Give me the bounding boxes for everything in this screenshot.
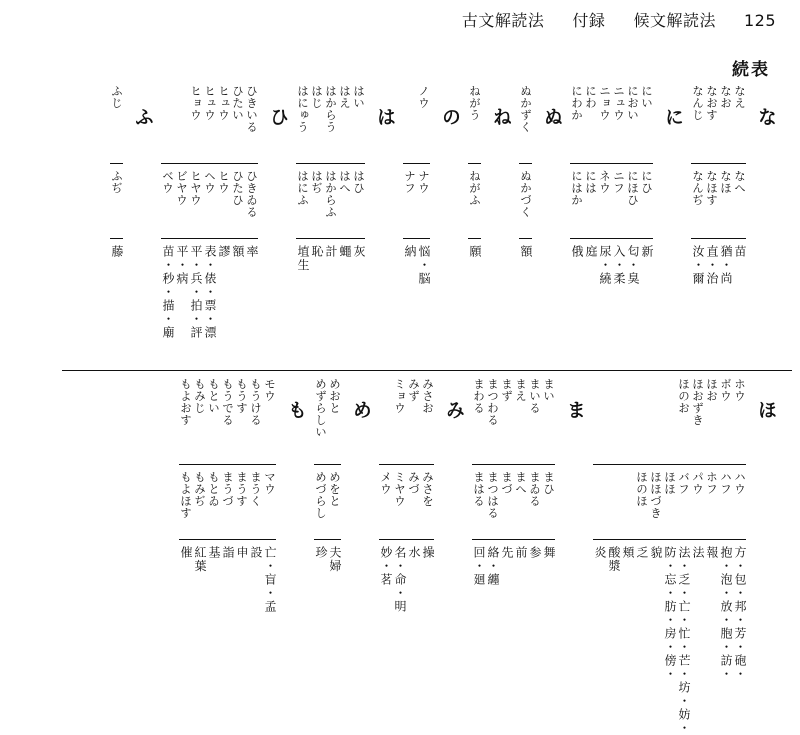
rule-line (691, 163, 746, 164)
historical-spelling-entry: まづ (500, 471, 514, 495)
kanji-example-band (161, 245, 258, 363)
kanji-example-entry: 庭 (584, 245, 598, 259)
modern-reading-entry: にわか (570, 85, 584, 121)
modern-reading-entry: もうでる (221, 378, 235, 426)
appendix-label: 付録 (572, 11, 606, 30)
book-title: 古文解読法 (461, 11, 545, 30)
kanji-example-band (379, 546, 434, 688)
kanji-example-entry: 設 (249, 546, 263, 560)
rule-line (468, 163, 481, 164)
rule-line (472, 539, 555, 540)
chapter-title: 候文解読法 (633, 11, 716, 30)
historical-spelling-entry: まうす (235, 471, 249, 507)
kana-group-body (515, 85, 536, 363)
historical-spelling-entry: にはか (570, 170, 584, 206)
historical-spelling-entry: はぢ (310, 170, 324, 194)
kanji-example-entry: 妙・茗 (379, 546, 393, 587)
rule-line (110, 163, 123, 164)
modern-reading-band (468, 85, 481, 157)
kana-group (175, 378, 310, 688)
modern-reading-band (314, 378, 341, 458)
kanji-example-entry: 額 (231, 245, 245, 259)
kanji-example-entry: 酸漿 (607, 546, 621, 573)
modern-reading-entry: におい (626, 85, 640, 121)
rule-line (691, 238, 746, 239)
modern-reading-entry: なえ (733, 85, 747, 109)
historical-spelling-band (519, 170, 532, 232)
historical-spelling-entry: ハフ (719, 471, 733, 495)
modern-reading-entry: もとい (207, 378, 221, 414)
historical-spelling-entry: はからふ (324, 170, 338, 218)
table-caption: 続表 (732, 60, 770, 80)
kana-group-body (106, 85, 127, 363)
kanji-example-entry: 水 (407, 546, 421, 560)
rule-line (468, 238, 481, 239)
modern-reading-entry: はい (352, 85, 366, 109)
kana-group-heading: ふ (132, 107, 154, 126)
kana-group (106, 85, 157, 363)
kana-group-body (687, 85, 750, 363)
historical-spelling-entry: ヒウ (217, 170, 231, 194)
historical-spelling-entry: ビヤウ (175, 170, 189, 206)
modern-reading-entry: ぬかずく (519, 85, 533, 133)
kanji-example-entry: 方・包・邦・芳・砲・ (733, 546, 747, 681)
kana-group (515, 85, 566, 363)
kanji-example-entry: 額 (519, 245, 533, 259)
historical-spelling-entry: ヒヤウ (189, 170, 203, 206)
kanji-example-entry: 率 (245, 245, 259, 259)
modern-reading-entry: まつわる (486, 378, 500, 426)
kanji-example-entry: 新 (640, 245, 654, 259)
modern-reading-entry: まい (542, 378, 556, 402)
modern-reading-entry: はからう (324, 85, 338, 133)
kana-group (464, 85, 515, 363)
kanji-example-entry: 俄 (570, 245, 584, 259)
historical-spelling-entry: ねがふ (468, 170, 482, 206)
page-number: 125 (743, 11, 776, 30)
kanji-example-band (110, 245, 123, 363)
kanji-example-band (179, 546, 276, 688)
rule-line (519, 163, 532, 164)
historical-spelling-entry: ニフ (612, 170, 626, 194)
historical-spelling-entry: もよほす (179, 471, 193, 519)
kanji-example-entry: 参 (528, 546, 542, 560)
kanji-example-entry: 平・病 (175, 245, 189, 286)
historical-spelling-entry: ひたひ (231, 170, 245, 206)
historical-spelling-band (403, 170, 430, 232)
kanji-example-entry: 法 (691, 546, 705, 560)
historical-spelling-entry: みさを (421, 471, 435, 507)
kanji-example-entry: 尿・繞 (598, 245, 612, 286)
modern-reading-entry: ヒュウ (217, 85, 231, 121)
modern-reading-entry: めおと (328, 378, 342, 414)
kanji-example-entry: 苗 (733, 245, 747, 259)
kana-group-heading: も (285, 400, 307, 419)
historical-spelling-entry: なんぢ (691, 170, 705, 206)
kana-group-body (310, 378, 345, 688)
historical-spelling-entry: ナフ (403, 170, 417, 194)
historical-spelling-band (468, 170, 481, 232)
modern-reading-entry: ヒュウ (203, 85, 217, 121)
kanji-example-entry: 悩・脳 (417, 245, 431, 286)
kanji-example-entry: 法・乏・亡・忙・芒・坊・妨・ (677, 546, 691, 735)
modern-reading-entry: もよおす (179, 378, 193, 426)
modern-reading-entry: モウ (263, 378, 277, 402)
rule-line (296, 163, 365, 164)
historical-spelling-band (570, 170, 653, 232)
modern-reading-entry: ヒョウ (189, 85, 203, 121)
historical-spelling-entry: なほす (705, 170, 719, 206)
kana-group (566, 85, 687, 363)
kana-group-heading: み (443, 400, 465, 419)
historical-spelling-entry: はにふ (296, 170, 310, 206)
historical-spelling-entry: めづらし (314, 471, 328, 519)
modern-reading-entry: みず (407, 378, 421, 402)
modern-reading-entry: ほおずき (691, 378, 705, 426)
modern-reading-entry: にい (640, 85, 654, 109)
modern-reading-entry: まえ (514, 378, 528, 402)
historical-spelling-entry: ハウ (733, 471, 747, 495)
kanji-example-entry: 頬 (621, 546, 635, 560)
historical-spelling-entry: はひ (352, 170, 366, 194)
historical-spelling-band (472, 471, 555, 533)
historical-spelling-entry: ナウ (417, 170, 431, 194)
modern-reading-band (593, 378, 746, 458)
historical-spelling-entry: みづ (407, 471, 421, 495)
kanji-example-entry: 催 (179, 546, 193, 560)
kanji-example-entry: 納 (403, 245, 417, 259)
kanji-example-entry: 表・俵・票・漂 (203, 245, 217, 340)
historical-spelling-entry: まひ (542, 471, 556, 495)
historical-spelling-entry: なへ (733, 170, 747, 194)
modern-reading-entry: もうす (235, 378, 249, 414)
kanji-example-band (593, 546, 747, 735)
kanji-example-entry: 絡・纏 (486, 546, 500, 587)
rule-line (110, 238, 123, 239)
historical-spelling-entry: なほ (719, 170, 733, 194)
rule-line (570, 163, 653, 164)
kanji-example-entry: 謬 (217, 245, 231, 259)
historical-spelling-entry: まつはる (486, 471, 500, 519)
kanji-example-entry: 蠅 (338, 245, 352, 259)
running-head (320, 8, 776, 34)
historical-spelling-entry: まうく (249, 471, 263, 507)
rule-line (179, 539, 276, 540)
rule-line (403, 163, 430, 164)
modern-reading-band (379, 378, 434, 458)
modern-reading-band (691, 85, 746, 157)
kanji-example-entry: 防・忘・肪・房・傍・ (663, 546, 677, 681)
historical-spelling-entry: ふぢ (110, 170, 124, 194)
modern-reading-entry: ニュウ (612, 85, 626, 121)
modern-reading-entry: ひきいる (245, 85, 259, 133)
kanji-example-entry: 紅葉 (193, 546, 207, 573)
kanji-example-entry: 先 (500, 546, 514, 560)
historical-spelling-band (379, 471, 434, 533)
modern-reading-entry: なお (719, 85, 733, 109)
kanji-example-entry: 操 (421, 546, 435, 560)
kanji-example-entry: 藤 (110, 245, 124, 259)
historical-spelling-band (691, 170, 746, 232)
kanji-example-entry: 恥 (310, 245, 324, 259)
rule-line (472, 464, 555, 465)
kanji-example-entry: 灰 (352, 245, 366, 259)
kana-group-body (468, 378, 559, 688)
modern-reading-entry: ほお (705, 378, 719, 402)
bottom-section (58, 378, 780, 735)
kana-group-body (566, 85, 657, 363)
kana-group-heading: な (755, 107, 777, 126)
historical-spelling-entry: マウ (263, 471, 277, 495)
kana-group (310, 378, 375, 688)
historical-spelling-band (296, 170, 365, 232)
historical-spelling-entry: メウ (379, 471, 393, 495)
historical-spelling-entry: めをと (328, 471, 342, 507)
kana-group-body (589, 378, 750, 735)
kana-group (468, 378, 589, 688)
modern-reading-entry: なおす (705, 85, 719, 121)
kana-group-heading: ぬ (541, 107, 563, 126)
modern-reading-entry: もみじ (193, 378, 207, 414)
kanji-example-band (403, 245, 430, 363)
kanji-example-entry: 乏 (635, 546, 649, 560)
modern-reading-entry: ひたい (231, 85, 245, 121)
rule-line (161, 163, 258, 164)
modern-reading-band (403, 85, 430, 157)
kana-group-heading: ほ (755, 400, 777, 419)
kanji-example-entry: 抱・泡・放・胞・訪・ (719, 546, 733, 681)
kanji-example-entry: 汝・爾 (691, 245, 705, 286)
historical-spelling-band (179, 471, 276, 533)
rule-line (379, 464, 434, 465)
modern-reading-entry: はじ (310, 85, 324, 109)
rule-line (179, 464, 276, 465)
rule-line (314, 539, 341, 540)
modern-reading-band (570, 85, 653, 157)
historical-spelling-entry: にほひ (626, 170, 640, 206)
modern-reading-entry: まず (500, 378, 514, 402)
kana-group-body (175, 378, 280, 688)
historical-spelling-entry: ひきゐる (245, 170, 259, 218)
modern-reading-band (110, 85, 123, 157)
modern-reading-band (472, 378, 555, 458)
historical-spelling-band (593, 471, 746, 533)
historical-spelling-band (161, 170, 258, 232)
kana-group-body (292, 85, 369, 363)
kanji-example-entry: 入・柔 (612, 245, 626, 286)
historical-spelling-entry: には (584, 170, 598, 194)
modern-reading-entry: ふじ (110, 85, 124, 109)
historical-spelling-entry: ヘウ (203, 170, 217, 194)
modern-reading-entry: まわる (472, 378, 486, 414)
kanji-example-entry: 貌 (649, 546, 663, 560)
kanji-example-entry: 舞 (542, 546, 556, 560)
kanji-example-entry: 夫婦 (328, 546, 342, 573)
historical-spelling-entry: バフ (677, 471, 691, 495)
modern-reading-entry: ねがう (468, 85, 482, 121)
historical-spelling-entry: ほのほ (635, 471, 649, 507)
kanji-example-entry: 平・兵・拍・評 (189, 245, 203, 340)
rule-line (593, 539, 746, 540)
rule-line (593, 464, 746, 465)
kanji-example-band (468, 245, 481, 363)
kanji-example-entry: 珍 (314, 546, 328, 560)
modern-reading-band (161, 85, 258, 157)
kana-group-heading: ひ (267, 107, 289, 126)
kana-group-heading: ね (490, 107, 512, 126)
kana-group-heading: ま (564, 400, 586, 419)
modern-reading-entry: ホウ (733, 378, 747, 402)
modern-reading-entry: ほのお (677, 378, 691, 414)
kanji-example-entry: 埴生 (296, 245, 310, 272)
modern-reading-band (519, 85, 532, 157)
kana-group (399, 85, 464, 363)
historical-spelling-entry: もとゐ (207, 471, 221, 507)
modern-reading-entry: はえ (338, 85, 352, 109)
historical-spelling-entry: まゐる (528, 471, 542, 507)
historical-spelling-entry: パウ (691, 471, 705, 495)
modern-reading-band (179, 378, 276, 458)
historical-spelling-entry: ホフ (705, 471, 719, 495)
modern-reading-entry: もうける (249, 378, 263, 426)
kanji-example-band (691, 245, 746, 363)
historical-spelling-entry: ミヤウ (393, 471, 407, 507)
modern-reading-entry: みさお (421, 378, 435, 414)
modern-reading-entry: ノウ (417, 85, 431, 109)
kanji-example-band (296, 245, 365, 363)
kana-group-body (157, 85, 262, 363)
modern-reading-entry: ボウ (719, 378, 733, 402)
kanji-example-entry: 願 (468, 245, 482, 259)
kana-group-body (464, 85, 485, 363)
kanji-example-entry: 基 (207, 546, 221, 560)
modern-reading-entry: めずらしい (314, 378, 328, 438)
modern-reading-entry: なんじ (691, 85, 705, 121)
historical-spelling-entry: もみぢ (193, 471, 207, 507)
kanji-example-entry: 計 (324, 245, 338, 259)
modern-reading-entry: にわ (584, 85, 598, 109)
rule-line (296, 238, 365, 239)
historical-spelling-entry: ぬかづく (519, 170, 533, 218)
rule-line (519, 238, 532, 239)
rule-line (314, 464, 341, 465)
rule-line (403, 238, 430, 239)
kanji-example-band (314, 546, 341, 688)
historical-spelling-entry: ベウ (161, 170, 175, 194)
historical-spelling-entry: にひ (640, 170, 654, 194)
kanji-example-band (519, 245, 532, 363)
kanji-example-entry: 前 (514, 546, 528, 560)
kanji-example-entry: 詣 (221, 546, 235, 560)
kana-group-heading: め (350, 400, 372, 419)
kanji-example-band (472, 546, 555, 688)
historical-spelling-entry: ネウ (598, 170, 612, 194)
top-section (58, 85, 780, 363)
kanji-example-entry: 申 (235, 546, 249, 560)
kanji-example-entry: 報 (705, 546, 719, 560)
kana-group-heading: の (439, 107, 461, 126)
kanji-example-entry: 猶・尚 (719, 245, 733, 286)
modern-reading-entry: はにゅう (296, 85, 310, 133)
modern-reading-entry: まいる (528, 378, 542, 414)
kanji-example-entry: 名・命・明 (393, 546, 407, 614)
kana-group-body (399, 85, 434, 363)
kana-group (687, 85, 780, 363)
kana-group (157, 85, 292, 363)
historical-spelling-entry: まうづ (221, 471, 235, 507)
kanji-example-entry: 亡・盲・孟 (263, 546, 277, 614)
historical-spelling-entry: はへ (338, 170, 352, 194)
kanji-example-entry: 直・治 (705, 245, 719, 286)
historical-spelling-entry: ほほづき (649, 471, 663, 519)
historical-spelling-band (110, 170, 123, 232)
historical-spelling-band (314, 471, 341, 533)
rule-line (161, 238, 258, 239)
modern-reading-entry: ミョウ (393, 378, 407, 414)
modern-reading-band (296, 85, 365, 157)
kanji-example-entry: 炎 (593, 546, 607, 560)
kana-group-heading: に (662, 107, 684, 126)
kana-group (375, 378, 468, 688)
kana-group-body (375, 378, 438, 688)
rule-line (379, 539, 434, 540)
historical-spelling-entry: まはる (472, 471, 486, 507)
kana-group (292, 85, 399, 363)
historical-spelling-entry: ほほ (663, 471, 677, 495)
kana-group-heading: は (374, 107, 396, 126)
kana-group (589, 378, 780, 735)
historical-spelling-entry: まへ (514, 471, 528, 495)
rule-line (570, 238, 653, 239)
kanji-example-entry: 匂・臭 (626, 245, 640, 286)
kanji-example-entry: 回・廻 (472, 546, 486, 587)
kanji-example-entry: 苗・秒・描・廟 (161, 245, 175, 340)
kanji-example-band (570, 245, 653, 363)
section-divider (62, 370, 792, 371)
modern-reading-entry: ニョウ (598, 85, 612, 121)
